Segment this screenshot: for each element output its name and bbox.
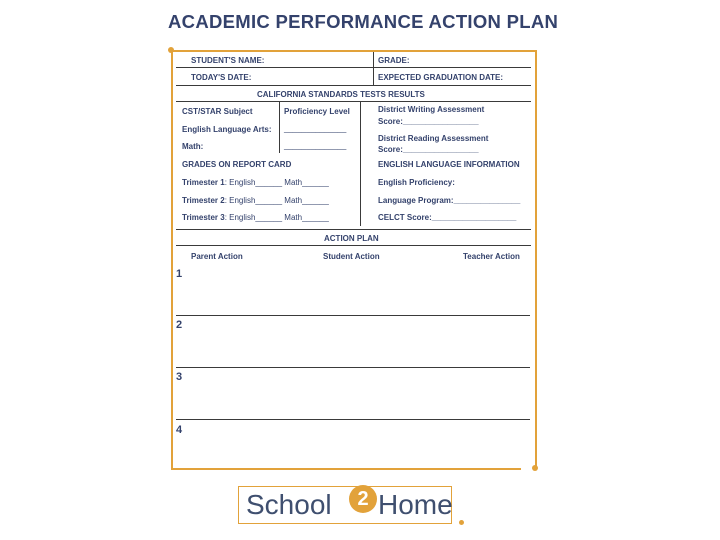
action-row-divider-3 bbox=[176, 419, 530, 420]
grade-label: GRADE: bbox=[378, 56, 410, 65]
parent-action-header: Parent Action bbox=[191, 252, 243, 261]
math-blank: ______________ bbox=[284, 141, 347, 150]
logo-dot bbox=[459, 520, 464, 525]
trimester-3-fields: : English______ Math______ bbox=[224, 213, 329, 222]
frame-right-line bbox=[535, 50, 537, 468]
expected-graduation-label: EXPECTED GRADUATION DATE: bbox=[378, 73, 504, 82]
writing-score-label: Score:_________________ bbox=[378, 117, 479, 126]
page-title: ACADEMIC PERFORMANCE ACTION PLAN bbox=[168, 11, 559, 32]
logo-text-home: Home bbox=[378, 489, 453, 520]
frame-top-line bbox=[171, 50, 536, 52]
math-label: Math: bbox=[182, 142, 204, 151]
cst-subject-header: CST/STAR Subject bbox=[182, 107, 253, 116]
trimester-2-label: Trimester 2 bbox=[182, 196, 225, 205]
action-row-number-3: 3 bbox=[176, 371, 183, 383]
trimester-3-row bbox=[182, 213, 329, 222]
frame-left-line bbox=[171, 50, 173, 470]
english-proficiency-label: English Proficiency: bbox=[378, 178, 455, 187]
ela-label: English Language Arts: bbox=[182, 125, 272, 134]
frame-dot-top-left bbox=[168, 47, 174, 53]
header-divider-2 bbox=[176, 85, 531, 86]
header-vertical-divider bbox=[373, 52, 374, 85]
action-row-divider-2 bbox=[176, 367, 530, 368]
frame-dot-bottom-right bbox=[532, 465, 538, 471]
action-plan-title: ACTION PLAN bbox=[324, 234, 379, 243]
logo-number-badge: 2 bbox=[349, 485, 377, 513]
language-program-label: Language Program:_______________ bbox=[378, 196, 521, 205]
trimester-1-fields: : English______ Math______ bbox=[224, 178, 329, 187]
celct-score-label: CELCT Score:___________________ bbox=[378, 213, 517, 222]
todays-date-label: TODAY'S DATE: bbox=[191, 73, 252, 82]
reading-score-label: Score:_________________ bbox=[378, 145, 479, 154]
header-divider-1 bbox=[176, 67, 531, 68]
trimester-1-label: Trimester 1 bbox=[182, 178, 225, 187]
grades-section-title: GRADES ON REPORT CARD bbox=[182, 160, 292, 169]
reading-assessment-label: District Reading Assessment bbox=[378, 134, 489, 143]
writing-assessment-label: District Writing Assessment bbox=[378, 105, 485, 114]
action-plan-title-underline bbox=[176, 245, 531, 246]
cst-inner-divider bbox=[279, 101, 280, 153]
action-row-number-1: 1 bbox=[176, 268, 183, 280]
cst-title-underline bbox=[176, 101, 531, 102]
cst-vertical-divider bbox=[360, 101, 361, 226]
cst-section-title: CALIFORNIA STANDARDS TESTS RESULTS bbox=[257, 90, 425, 99]
teacher-action-header: Teacher Action bbox=[463, 252, 520, 261]
frame-bottom-line bbox=[171, 468, 521, 470]
proficiency-level-header: Proficiency Level bbox=[284, 107, 350, 116]
logo-text-school: School bbox=[246, 489, 332, 520]
trimester-2-row bbox=[182, 196, 329, 205]
action-row-number-2: 2 bbox=[176, 319, 183, 331]
action-row-number-4: 4 bbox=[176, 424, 183, 436]
action-plan-top-line bbox=[176, 229, 531, 230]
action-row-divider-1 bbox=[176, 315, 530, 316]
english-info-title: ENGLISH LANGUAGE INFORMATION bbox=[378, 160, 520, 169]
trimester-1-row bbox=[182, 178, 329, 187]
trimester-2-fields: : English______ Math______ bbox=[224, 196, 329, 205]
trimester-3-label: Trimester 3 bbox=[182, 213, 225, 222]
student-action-header: Student Action bbox=[323, 252, 380, 261]
ela-blank: ______________ bbox=[284, 124, 347, 133]
student-name-label: STUDENT'S NAME: bbox=[191, 56, 265, 65]
